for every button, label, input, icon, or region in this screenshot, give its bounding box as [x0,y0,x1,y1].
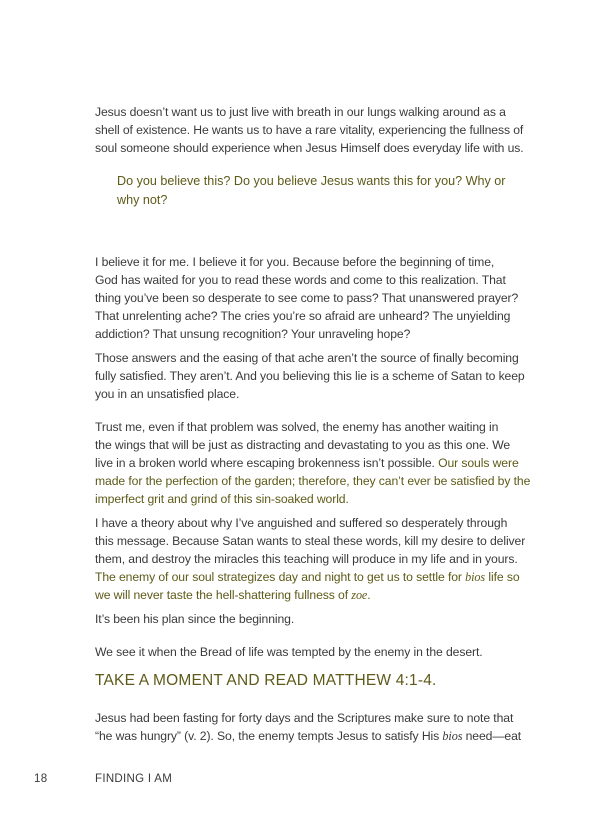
text-line: I have a theory about why I’ve anguished and suffered so desperately through [95,516,508,530]
text-line: addiction? That unsung recognition? Your unraveling hope? [95,327,411,341]
text-line: That unrelenting ache? The cries you’re so afraid are unheard? The unyielding [95,309,511,323]
italic-word: bios [442,729,463,743]
highlight-line: made for the perfection of the garden; therefore, they can’t ever be satisfied by the [95,474,531,488]
highlight-line: imperfect grit and grind of this sin-soaked world. [95,492,349,506]
text-line: them, and destroy the miracles this teaching will produce in my life and in yours. [95,552,518,566]
highlight-line [95,586,535,604]
text-line: I believe it for me. I believe it for you. Because before the beginning of time, [95,255,495,269]
text-run: . [367,588,371,602]
italic-word: zoe [351,588,368,602]
text-line: the wings that will be just as distracting and devastating to you as this one. We [95,438,511,452]
text-run: The enemy of our soul strategizes day and night to get us to settle for [95,570,466,584]
running-footer-title: FINDING I AM [95,773,173,785]
text-line: It’s been his plan since the beginning. [95,612,295,626]
text-line: fully satisfied. They aren’t. And you believing this lie is a scheme of Satan to keep [95,369,525,383]
text-line: God has waited for you to read these words and come to this realization. That [95,273,506,287]
text-line: Jesus doesn’t want us to just live with breath in our lungs walking around as a [95,105,506,119]
text-line: thing you’ve been so desperate to see come to pass? That unanswered prayer? [95,291,519,305]
text-line: Those answers and the easing of that ache aren’t the source of finally becoming [95,351,519,365]
paragraph-2 [95,253,535,343]
text-line: this message. Because Satan wants to steal these words, kill my desire to deliver [95,534,526,548]
paragraph-1 [95,103,535,157]
paragraph-3 [95,349,535,403]
section-heading: TAKE A MOMENT AND READ MATTHEW 4:1-4. [95,672,437,689]
text-line: you in an unsatisfied place. [95,387,240,401]
question-line: why not? [117,192,168,207]
text-run: live in a broken world where escaping brokenness isn’t possible. [95,456,435,470]
paragraph-5 [95,514,535,604]
page-number: 18 [34,773,48,785]
paragraph-4 [95,418,535,508]
text-run: we will never taste the hell-shattering fullness of [95,588,352,602]
paragraph-8 [95,709,535,745]
italic-word: bios [465,570,486,584]
paragraph-6 [95,610,535,628]
text-line [95,454,535,472]
text-line: soul someone should experience when Jesus Himself does everyday life with us. [95,141,524,155]
text-line: Trust me, even if that problem was solved, the enemy has another waiting in [95,420,499,434]
highlight-run: Our souls were [434,456,519,470]
text-run: need—eat [462,729,522,743]
paragraph-7 [95,643,535,661]
text-line: Jesus had been fasting for forty days and the Scriptures make sure to note that [95,711,514,725]
highlight-line [95,568,535,586]
text-run: “he was hungry” (v. 2). So, the enemy tempts Jesus to satisfy His [95,729,443,743]
text-line: shell of existence. He wants us to have a rare vitality, experiencing the fullness of [95,123,524,137]
question-line: Do you believe this? Do you believe Jesus wants this for you? Why or [117,174,506,188]
text-line [95,727,535,745]
text-run: life so [485,570,520,584]
text-line: We see it when the Bread of life was tempted by the enemy in the desert. [95,645,483,659]
reflection-question [117,172,537,209]
